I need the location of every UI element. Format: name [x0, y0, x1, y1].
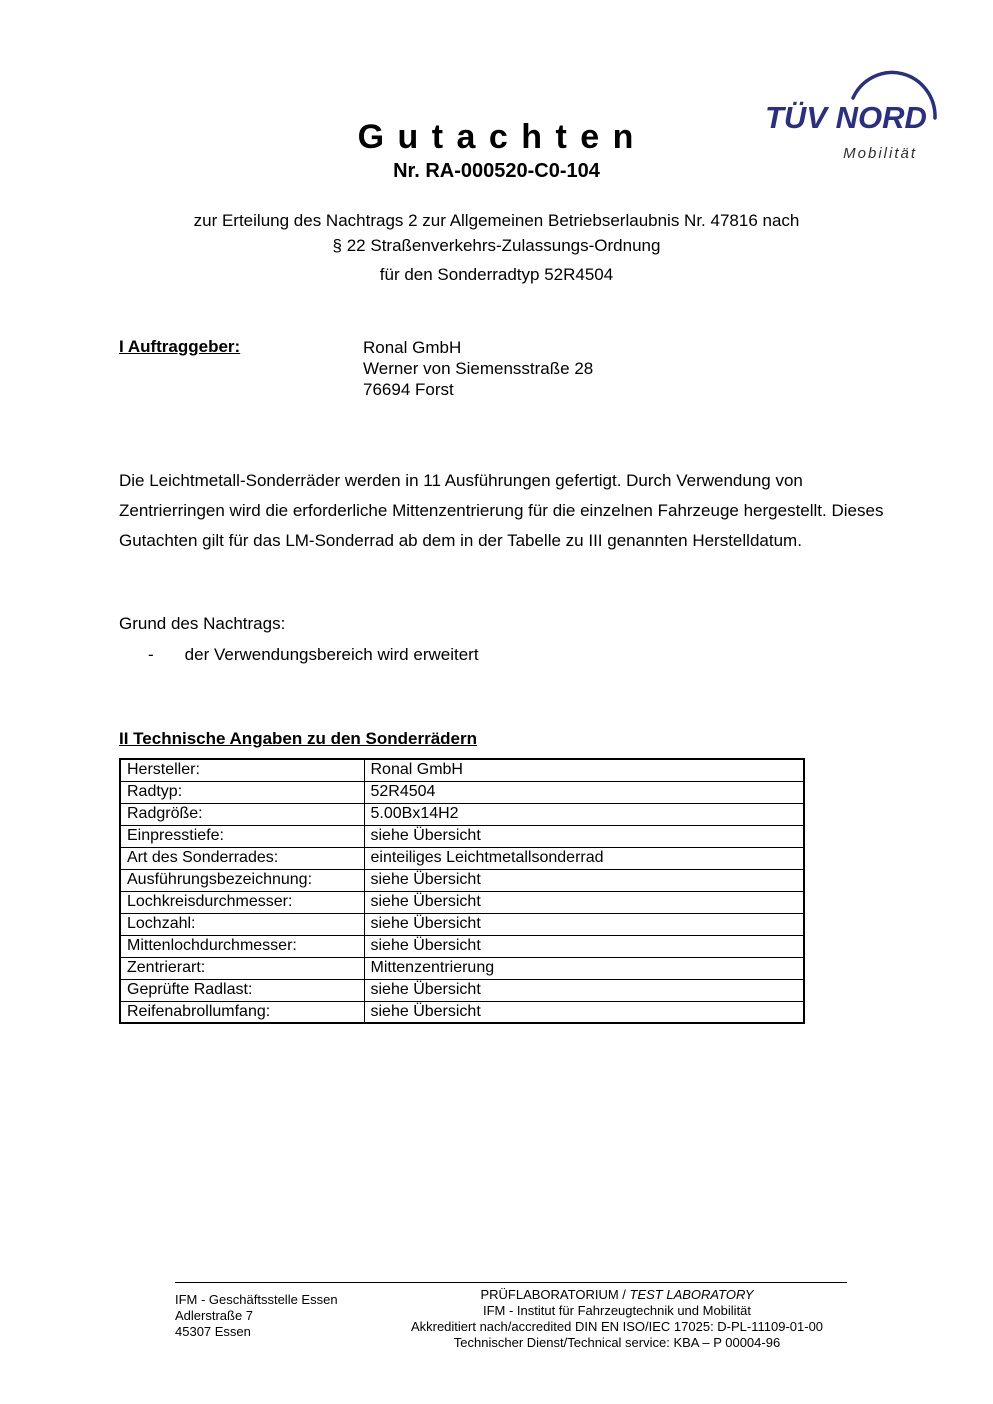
table-row — [120, 825, 804, 847]
footer-address-line: 45307 Essen — [175, 1324, 251, 1339]
reason-block — [119, 614, 479, 665]
table-row — [120, 957, 804, 979]
spec-label: Einpresstiefe: — [120, 825, 364, 847]
logo-brand-text: TÜV NORD — [765, 100, 927, 135]
intro-block — [0, 208, 993, 287]
title-block — [0, 118, 993, 183]
technical-table — [119, 758, 805, 1024]
spec-value: Ronal GmbH — [364, 759, 804, 781]
intro-line-1: zur Erteilung des Nachtrags 2 zur Allgemeinen Betriebserlaubnis Nr. 47816 nach — [193, 211, 800, 230]
spec-label: Art des Sonderrades: — [120, 847, 364, 869]
page-footer — [175, 1282, 847, 1351]
spec-label: Radgröße: — [120, 803, 364, 825]
footer-lab-title: PRÜFLABORATORIUM / — [480, 1287, 630, 1302]
spec-value: siehe Übersicht — [364, 869, 804, 891]
spec-value: siehe Übersicht — [364, 891, 804, 913]
reason-text: der Verwendungsbereich wird erweitert — [184, 645, 479, 664]
table-row — [120, 891, 804, 913]
spec-label: Ausführungsbezeichnung: — [120, 869, 364, 891]
spec-value: siehe Übersicht — [364, 913, 804, 935]
spec-value: Mittenzentrierung — [364, 957, 804, 979]
logo-tagline: Mobilität — [843, 145, 917, 162]
spec-label: Mittenlochdurchmesser: — [120, 935, 364, 957]
main-paragraph: Die Leichtmetall-Sonderräder werden in 11 Ausführungen gefertigt. Durch Verwendung von Zentrierringen wird die erforderliche Mittenzentrierung für die einzelnen Fahrzeuge hergestellt. Dieses Gutachten gilt für das LM-Sonderrad ab dem in der Tabelle zu III genannten Herstelldatum. — [119, 471, 884, 550]
reason-item — [119, 645, 479, 665]
footer-lab-line-4: Technischer Dienst/Technical service: KBA – P 00004-96 — [453, 1335, 781, 1350]
reason-label: Grund des Nachtrags: — [119, 614, 286, 633]
client-name: Ronal GmbH — [363, 338, 462, 357]
footer-lab-line-2: IFM - Institut für Fahrzeugtechnik und Mobilität — [482, 1303, 752, 1318]
footer-address — [175, 1283, 387, 1351]
footer-address-line: Adlerstraße 7 — [175, 1308, 254, 1323]
spec-label: Lochzahl: — [120, 913, 364, 935]
spec-label: Lochkreisdurchmesser: — [120, 891, 364, 913]
table-row — [120, 935, 804, 957]
table-row — [120, 803, 804, 825]
spec-value: siehe Übersicht — [364, 825, 804, 847]
footer-lab-line-3: Akkreditiert nach/accredited DIN EN ISO/IEC 17025: D-PL-11109-01-00 — [410, 1319, 824, 1334]
spec-value: 5.00Bx14H2 — [364, 803, 804, 825]
client-street: Werner von Siemensstraße 28 — [363, 359, 594, 378]
footer-lab-title-en: TEST LABORATORY — [629, 1287, 754, 1302]
table-row — [120, 759, 804, 781]
intro-subject: für den Sonderradtyp 52R4504 — [379, 265, 614, 284]
footer-lab-info — [387, 1283, 847, 1351]
footer-lab-line-1 — [387, 1287, 847, 1303]
intro-line-2: § 22 Straßenverkehrs-Zulassungs-Ordnung — [332, 236, 661, 255]
spec-label: Radtyp: — [120, 781, 364, 803]
document-title: G u t a c h t e n — [357, 118, 636, 156]
spec-value: einteiliges Leichtmetallsonderrad — [364, 847, 804, 869]
reason-dash: - — [148, 645, 154, 664]
spec-value: siehe Übersicht — [364, 1001, 804, 1023]
client-address — [363, 337, 593, 400]
spec-value: 52R4504 — [364, 781, 804, 803]
spec-label: Zentrierart: — [120, 957, 364, 979]
client-heading: I Auftraggeber: — [119, 337, 241, 356]
technical-heading: II Technische Angaben zu den Sonderrädern — [119, 729, 478, 748]
document-number: Nr. RA-000520-C0-104 — [393, 160, 600, 182]
spec-value: siehe Übersicht — [364, 979, 804, 1001]
client-section — [119, 337, 593, 400]
table-row — [120, 913, 804, 935]
spec-label: Reifenabrollumfang: — [120, 1001, 364, 1023]
table-row — [120, 1001, 804, 1023]
table-row — [120, 869, 804, 891]
footer-address-line: IFM - Geschäftsstelle Essen — [175, 1292, 338, 1307]
table-row — [120, 979, 804, 1001]
client-city: 76694 Forst — [363, 380, 454, 399]
spec-label: Hersteller: — [120, 759, 364, 781]
table-row — [120, 781, 804, 803]
table-row — [120, 847, 804, 869]
spec-label: Geprüfte Radlast: — [120, 979, 364, 1001]
spec-value: siehe Übersicht — [364, 935, 804, 957]
